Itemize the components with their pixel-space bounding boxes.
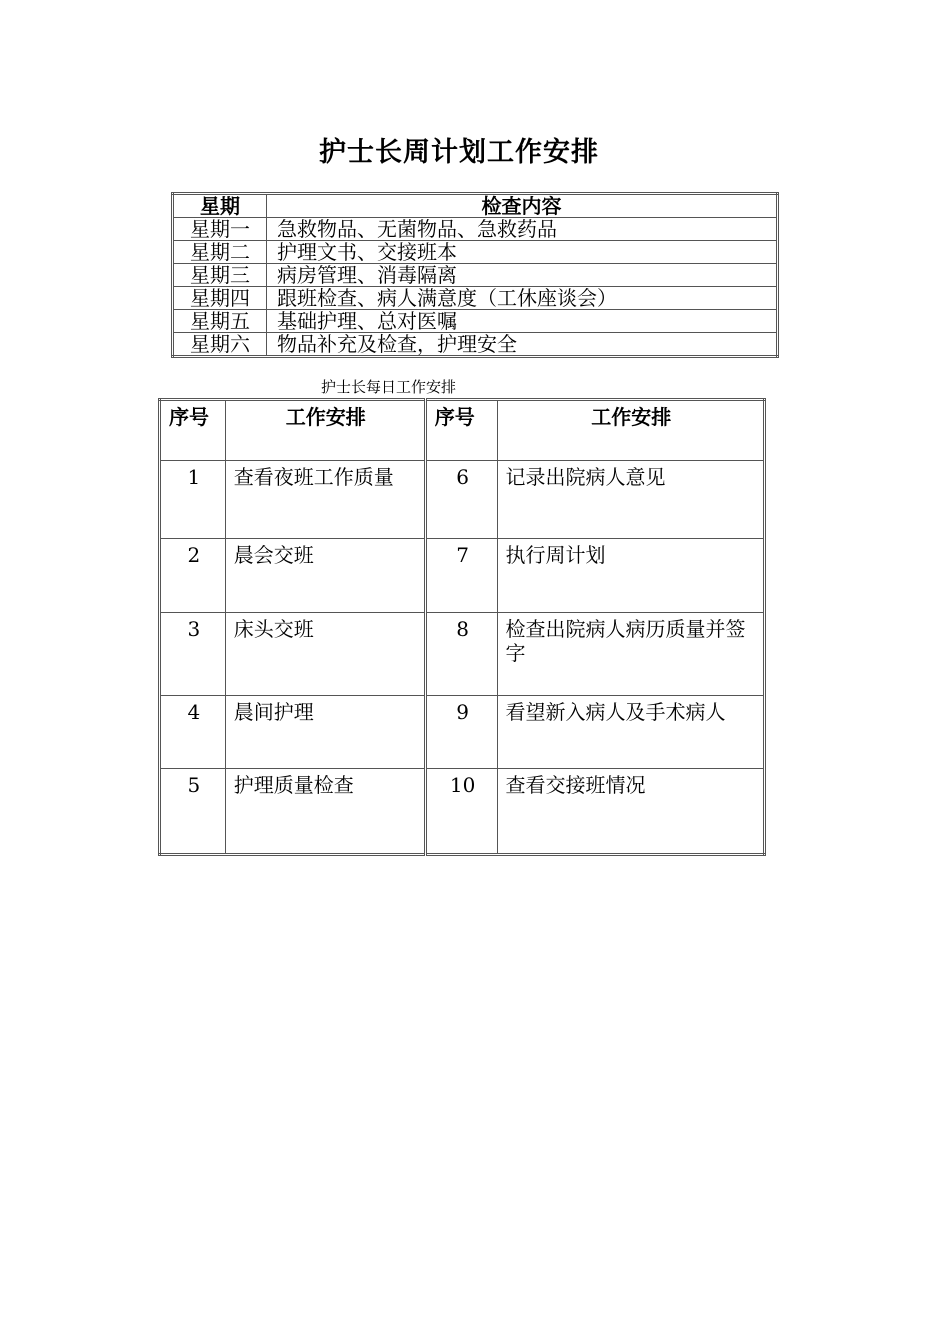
seq-cell: 5 <box>160 769 226 855</box>
table-row <box>160 696 765 769</box>
day-cell: 星期一 <box>173 218 267 241</box>
day-cell: 星期五 <box>173 310 267 333</box>
task-cell: 检查出院病人病历质量并签字 <box>497 613 765 696</box>
header-task-1: 工作安排 <box>225 400 425 461</box>
page-title: 护士长周计划工作安排 <box>319 137 599 168</box>
table-row <box>173 287 778 310</box>
content-cell: 急救物品、无菌物品、急救药品 <box>267 218 778 241</box>
seq-cell: 8 <box>425 613 497 696</box>
day-cell: 星期六 <box>173 333 267 357</box>
seq-cell: 3 <box>160 613 226 696</box>
task-cell: 查看夜班工作质量 <box>225 461 425 539</box>
task-cell: 护理质量检查 <box>225 769 425 855</box>
table-row <box>160 769 765 855</box>
seq-cell: 7 <box>425 539 497 613</box>
task-cell: 查看交接班情况 <box>497 769 765 855</box>
task-cell: 晨会交班 <box>225 539 425 613</box>
header-seq-2: 序号 <box>425 400 497 461</box>
task-cell: 执行周计划 <box>497 539 765 613</box>
table-row <box>173 264 778 287</box>
weekly-plan-table <box>171 192 779 358</box>
day-cell: 星期二 <box>173 241 267 264</box>
task-cell: 床头交班 <box>225 613 425 696</box>
day-cell: 星期四 <box>173 287 267 310</box>
content-cell: 护理文书、交接班本 <box>267 241 778 264</box>
task-cell: 晨间护理 <box>225 696 425 769</box>
table-row <box>173 333 778 357</box>
table-row <box>173 218 778 241</box>
table-row <box>173 241 778 264</box>
task-cell: 记录出院病人意见 <box>497 461 765 539</box>
task-cell: 看望新入病人及手术病人 <box>497 696 765 769</box>
daily-plan-table <box>158 398 766 856</box>
content-cell: 跟班检查、病人满意度（工休座谈会） <box>267 287 778 310</box>
content-cell: 基础护理、总对医嘱 <box>267 310 778 333</box>
seq-cell: 4 <box>160 696 226 769</box>
table-header-row <box>173 194 778 218</box>
content-cell: 物品补充及检查，护理安全 <box>267 333 778 357</box>
seq-cell: 6 <box>425 461 497 539</box>
seq-cell: 2 <box>160 539 226 613</box>
header-content: 检查内容 <box>267 194 778 218</box>
table-row <box>173 310 778 333</box>
seq-cell: 1 <box>160 461 226 539</box>
header-day: 星期 <box>173 194 267 218</box>
content-cell: 病房管理、消毒隔离 <box>267 264 778 287</box>
table-row <box>160 613 765 696</box>
table-row <box>160 539 765 613</box>
day-cell: 星期三 <box>173 264 267 287</box>
header-seq-1: 序号 <box>160 400 226 461</box>
table-header-row <box>160 400 765 461</box>
seq-cell: 9 <box>425 696 497 769</box>
table-row <box>160 461 765 539</box>
daily-subtitle: 护士长每日工作安排 <box>321 378 457 396</box>
seq-cell: 10 <box>425 769 497 855</box>
header-task-2: 工作安排 <box>497 400 765 461</box>
